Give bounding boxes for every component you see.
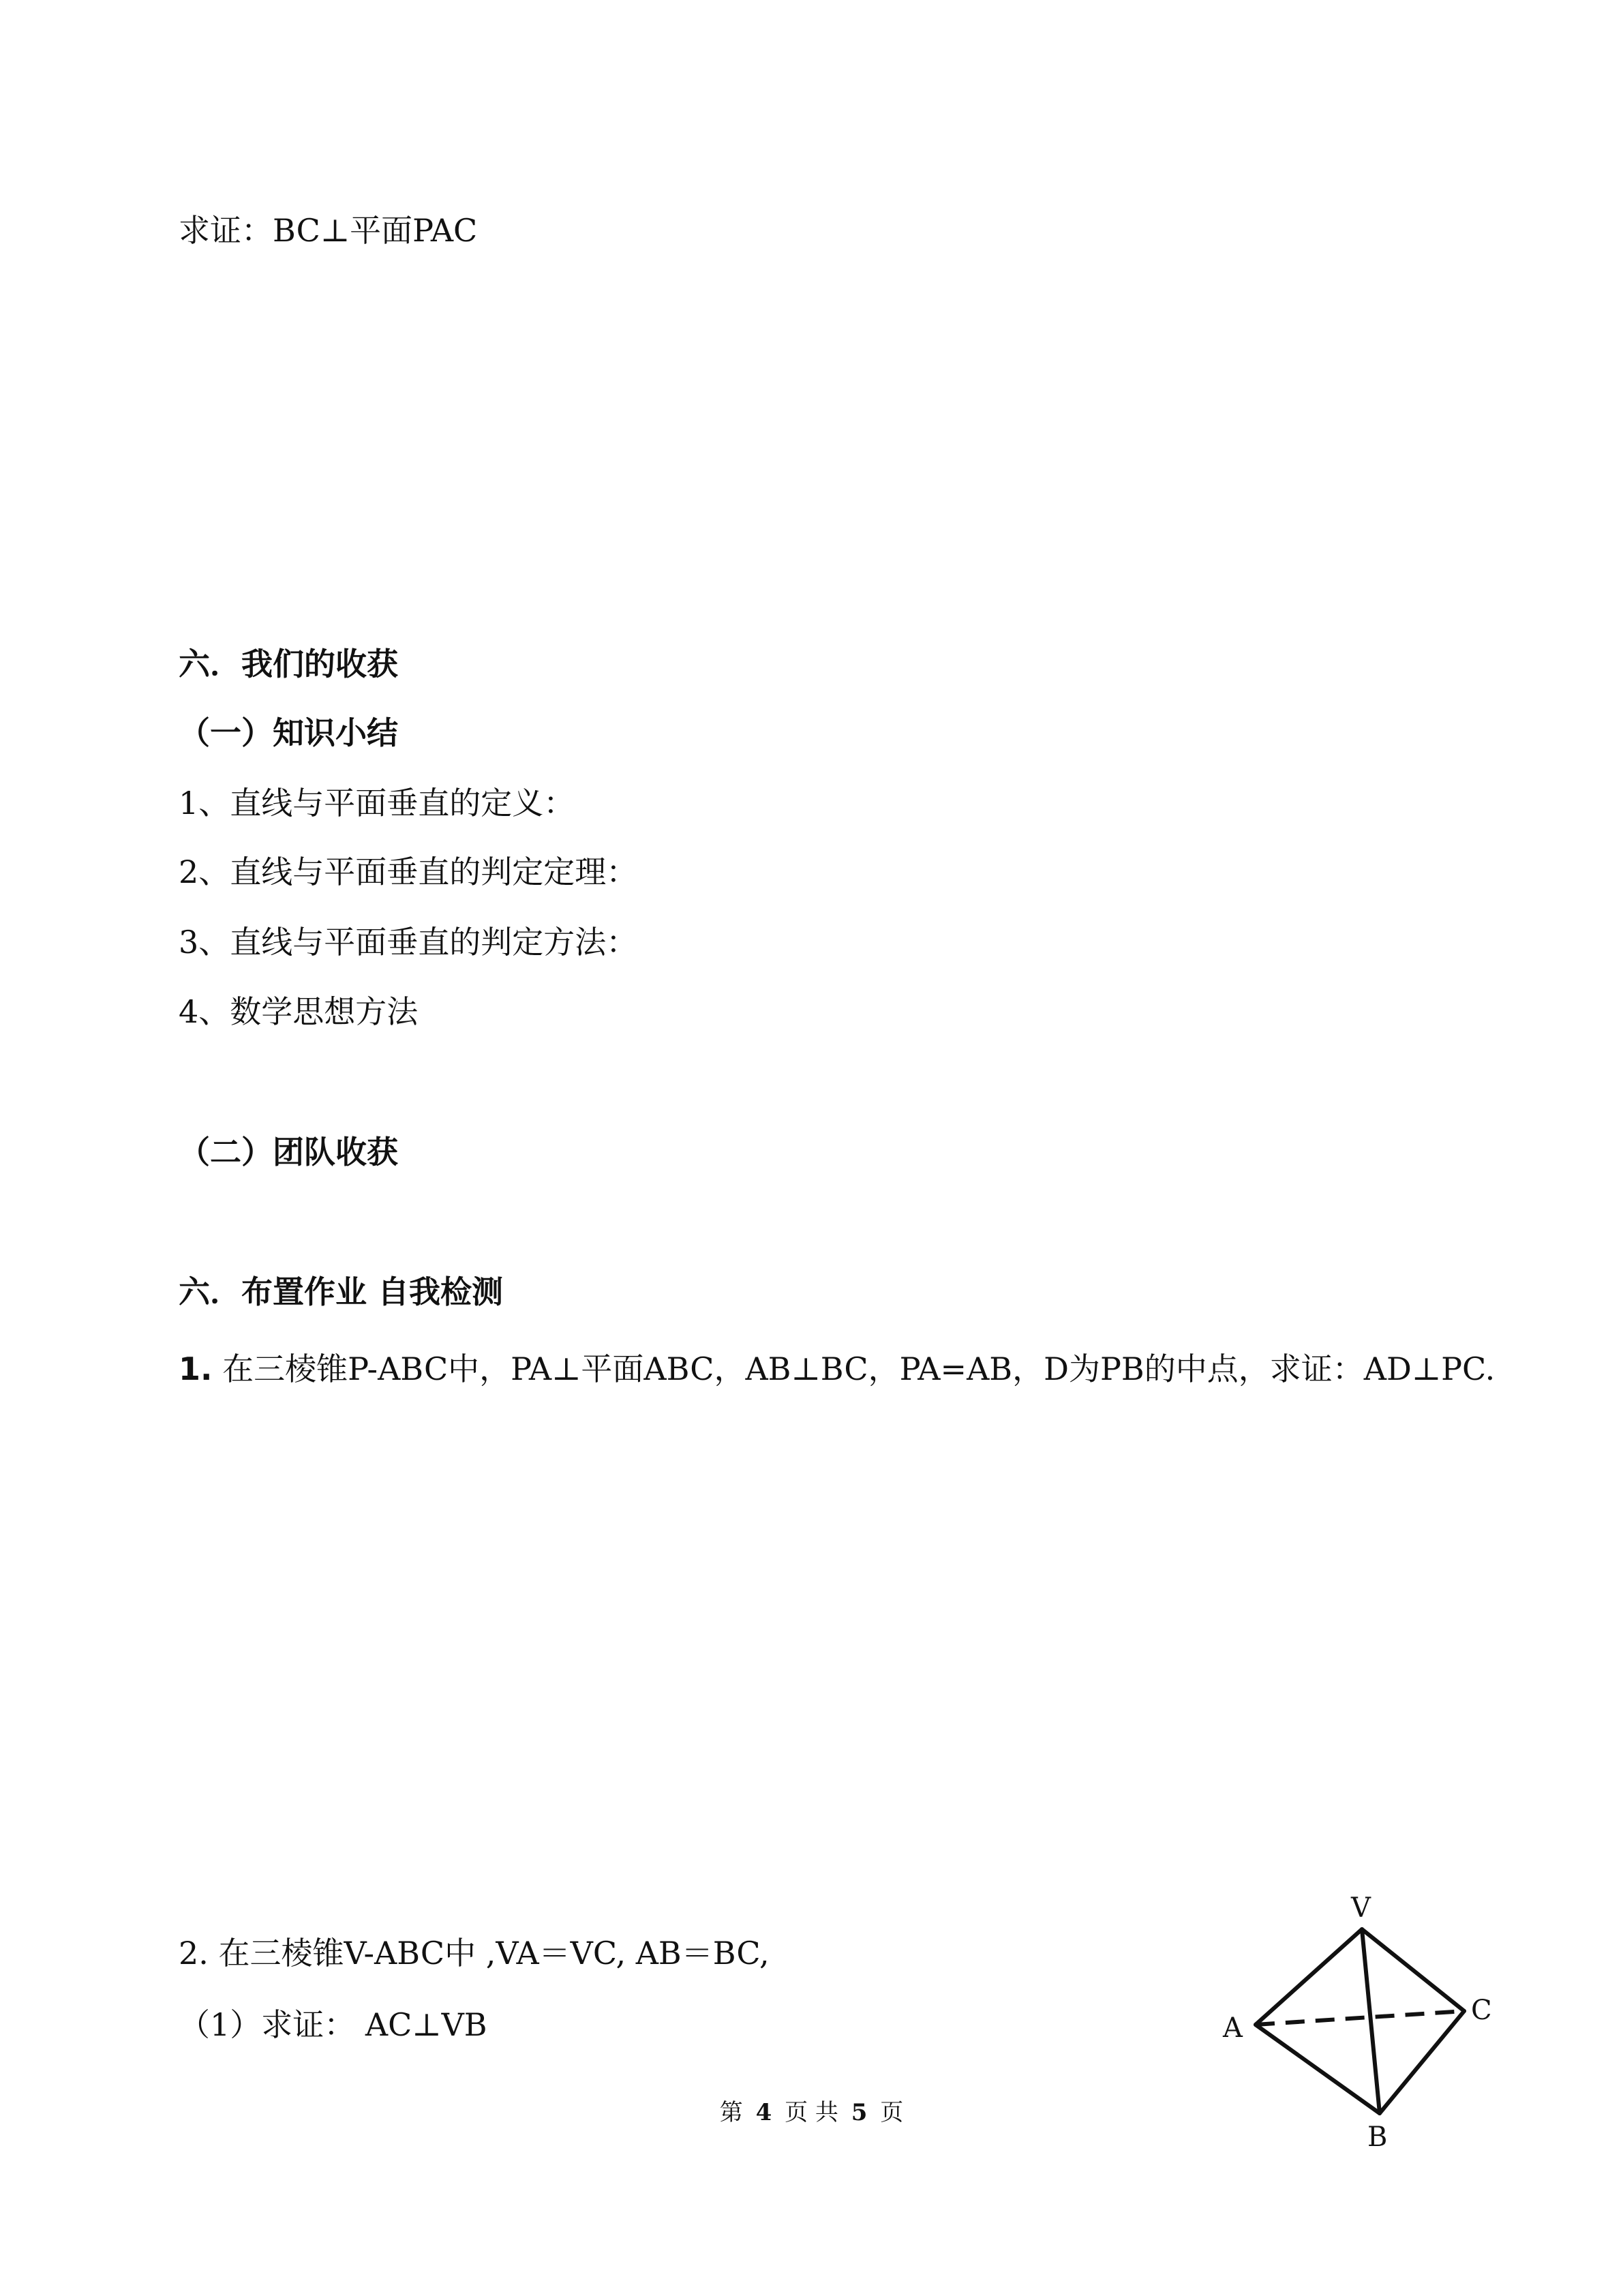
question-2-part-1: （1）求证： AC⊥VB: [179, 2006, 487, 2043]
summary-heading: 六．我们的收获: [179, 646, 398, 682]
edge-vb: [1362, 1929, 1380, 2113]
proof-goal-text: 求证：BC⊥平面PAC: [179, 212, 478, 249]
vertex-label-a: A: [1223, 2012, 1243, 2044]
question-1-number: 1.: [179, 1350, 213, 1387]
vertex-label-v: V: [1351, 1892, 1371, 1924]
footer-mid: 页 共: [785, 2099, 838, 2126]
edge-va: [1256, 1929, 1362, 2025]
knowledge-item-4: 4、数学思想方法: [179, 993, 419, 1030]
team-gains-heading: （二）团队收获: [179, 1134, 398, 1170]
edge-ac-dashed: [1256, 2011, 1464, 2025]
vertex-label-c: C: [1471, 1995, 1492, 2026]
knowledge-item-1: 1、直线与平面垂直的定义：: [179, 785, 575, 821]
vertex-label-b: B: [1367, 2121, 1388, 2153]
knowledge-item-3: 3、直线与平面垂直的判定方法：: [179, 924, 638, 961]
knowledge-item-2: 2、直线与平面垂直的判定定理：: [179, 854, 638, 890]
homework-question-1: [179, 1348, 1495, 1389]
footer-suffix: 页: [880, 2099, 904, 2126]
footer-prefix: 第: [719, 2099, 743, 2126]
knowledge-summary-heading: （一）知识小结: [179, 714, 398, 751]
edge-vc: [1362, 1929, 1464, 2011]
homework-question-2: 2. 在三棱锥V-ABC中 ,VA＝VC, AB＝BC,: [179, 1935, 770, 1972]
question-1-text: 在三棱锥P-ABC中，PA⊥平面ABC，AB⊥BC，PA=AB，D为PB的中点，求证：AD⊥PC.: [222, 1350, 1496, 1387]
footer-page-number: 4: [755, 2099, 772, 2126]
homework-heading: 六．布置作业 自我检测: [179, 1273, 504, 1310]
page-footer: [0, 2096, 1623, 2129]
footer-total-pages: 5: [851, 2099, 868, 2126]
